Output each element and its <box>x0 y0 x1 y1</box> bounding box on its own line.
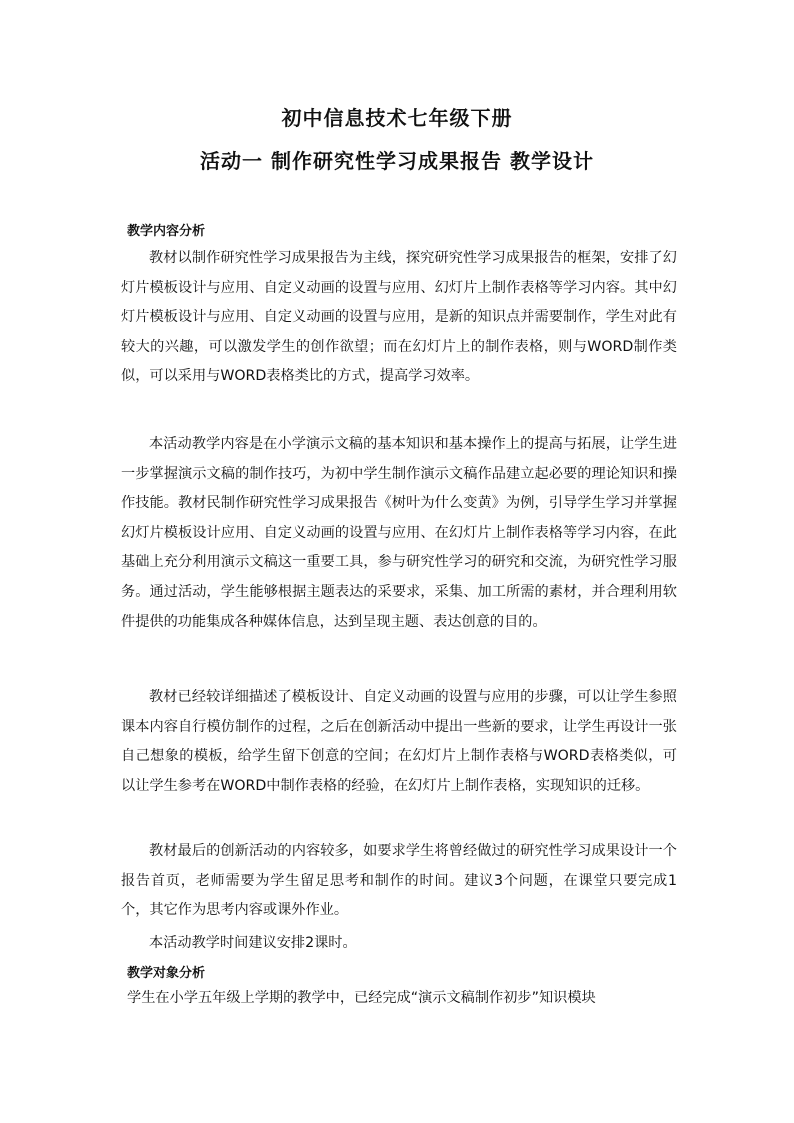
section-heading-audience-analysis: 教学对象分析 <box>127 966 206 981</box>
document-title: 初中信息技术七年级下册 <box>281 106 513 130</box>
paragraph: 本活动教学时间建议安排2课时。 <box>149 935 357 951</box>
paragraph: 教材以制作研究性学习成果报告为主线，探究研究性学习成果报告的框架，安排了幻灯片模板设计与应用、自定义动画的设置与应用、幻灯片上制作表格等学习内容。其中幻灯片模板设计与应用、自定义动画的设置与应用，是新的知识点并需要制作，学生对此有较大的兴趣，可以激发学生的创作欲望；而在幻灯片上的制作表格，则与WORD制作类似，可以采用与WORD表格类比的方式，提高学习效率。 <box>121 250 677 385</box>
paragraph: 教材最后的创新活动的内容较多，如要求学生将曾经做过的研究性学习成果设计一个报告首页，老师需要为学生留足思考和制作的时间。建议3个问题，在课堂只要完成1个，其它作为思考内容或课外作业。 <box>121 843 677 919</box>
section-heading-content-analysis: 教学内容分析 <box>127 224 206 239</box>
document-subtitle: 活动一 制作研究性学习成果报告 教学设计 <box>200 149 594 173</box>
paragraph: 学生在小学五年级上学期的教学中，已经完成“演示文稿制作初步”知识模块 <box>127 990 596 1006</box>
paragraph: 本活动教学内容是在小学演示文稿的基本知识和基本操作上的提高与拓展，让学生进一步掌握演示文稿的制作技巧，为初中学生制作演示文稿作品建立起必要的理论知识和操作技能。教材民制作研究性学习成果报告《树叶为什么变黄》为例，引导学生学习并掌握幻灯片模板设计应用、自定义动画的设置与应用、在幻灯片上制作表格等学习内容，在此基础上充分利用演示文稿这一重要工具，参与研究性学习的研究和交流，为研究性学习服务。通过活动，学生能够根据主题表达的采要求，采集、加工所需的素材，并合理利用软件提供的功能集成各种媒体信息，达到呈现主题、表达创意的目的。 <box>121 436 677 630</box>
paragraph: 教材已经较详细描述了模板设计、自定义动画的设置与应用的步骤，可以让学生参照课本内容自行模仿制作的过程，之后在创新活动中提出一些新的要求，让学生再设计一张自己想象的模板，给学生留下创意的空间；在幻灯片上制作表格与WORD表格类似，可以让学生参考在WORD中制作表格的经验，在幻灯片上制作表格，实现知识的迁移。 <box>121 689 677 794</box>
